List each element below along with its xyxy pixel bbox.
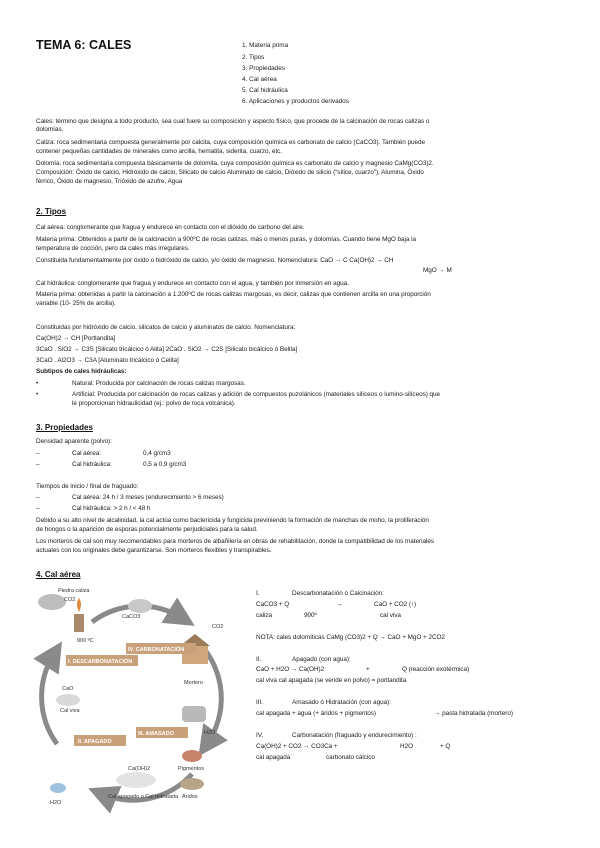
text-line: Densidad aparente (polvo): (36, 438, 112, 445)
stage-label: III. AMASADO (138, 731, 174, 737)
section-heading-propiedades: 3. Propiedades (36, 423, 93, 432)
text-line: dolomías. (36, 126, 64, 133)
bullet-icon: • (36, 391, 39, 398)
diagram-label: H2O (204, 730, 216, 736)
dash-mark: – (36, 450, 40, 457)
stage-label: II. APAGADO (78, 739, 112, 745)
text-line: Cal aérea: 24 h / 3 meses (endurecimiento > 6 meses) (72, 494, 224, 501)
text-line: II. (256, 656, 262, 663)
text-line: Descarbonatación ó Calcinación: (292, 590, 384, 597)
text-line: 900º (304, 612, 317, 619)
text-line: H2O (400, 743, 413, 750)
text-line: Natural: Producida por calcinación de rocas calizas margosas. (72, 380, 246, 387)
text-line: Constituida fundamentalmente por óxido o hidróxido de calcio, y/o óxido de magnesio. Nomenclatura: CaO → C Ca(OH)2 → CH (36, 257, 394, 264)
text-line: CaCO3 + Q (256, 601, 290, 608)
water-icon (50, 783, 66, 793)
text-line: → (336, 601, 343, 608)
toc-item: 6. Aplicaciones y productos derivados (242, 98, 349, 105)
diagram-label: Pigmentos (178, 766, 204, 772)
text-line: MgO → M (423, 267, 452, 274)
text-line: Los morteros de cal son muy recomendables para morteros de albañilería en obras de rehabilitación, donde la compatibilidad de los materiales (36, 538, 434, 545)
text-line: I. (256, 590, 260, 597)
text-line: Ca(OH)2 → CH [Portlandita] (36, 335, 116, 342)
text-line: Cal hidráulica: (72, 461, 112, 468)
flame-icon (77, 598, 81, 612)
dash-mark: – (36, 461, 40, 468)
text-line: Ca(OH)2 + CO2 → CO3Ca + (256, 743, 338, 750)
quicklime-icon (56, 694, 80, 706)
diagram-label: Cal viva (60, 708, 80, 714)
text-line: actuales con los originales debe garantizarse. Son morteros flexibles y transpirables. (36, 547, 272, 554)
text-line: férrico, Óxido de magnesio, Trióxido de azufre, Agua (36, 178, 183, 185)
stage-label: I. DESCARBONATACIÓN (68, 659, 133, 665)
diagram-label: Mortero (184, 680, 203, 686)
slaked-lime-icon (116, 772, 156, 788)
limestone-icon (38, 594, 66, 610)
text-line: III. (256, 699, 263, 706)
toc-item: 1. Materia prima (242, 42, 289, 49)
text-line: Q (reacción exotérmica) (402, 666, 470, 673)
diagram-label: Ca(OH)2 (128, 766, 151, 772)
text-line: 0,5 a 0,9 g/cm3 (143, 461, 187, 468)
toc-item: 2. Tipos (242, 54, 265, 61)
text-line: Materia prima: Obtenidos a partir de la calcinación a 900ºC de rocas calizas, más o menos puras, y dolomías. Cuando tiene MgO baja la (36, 236, 417, 243)
diagram-label: Cal apagado o Cal hidratada (108, 794, 179, 800)
text-line: Cal aérea: (72, 450, 101, 457)
text-line: Materia prima: obtenidas a partir la calcinación a 1.200ºC de rocas calizas margosas, es decir, calizas que contienen arcilla en una proporción (36, 291, 431, 298)
text-line: carbonato cálcico (326, 754, 375, 761)
text-line: → pasta hidratada (mortero) (434, 710, 513, 717)
diagram-label: Áridos (182, 794, 198, 800)
stage-label: IV. CARBONATACIÓN (128, 647, 185, 653)
aggregate-icon (180, 778, 204, 790)
pigments-icon (182, 750, 202, 762)
mixer-icon (182, 706, 206, 722)
text-line: CaO + CO2 (↑) (374, 601, 417, 608)
kiln-icon (74, 614, 84, 632)
text-line: Amasado ó Hidratación (con agua): (292, 699, 391, 706)
diagram-label: 900 ºC (77, 638, 94, 644)
text-line: Cal aérea: conglomerante que fragua y endurece en contacto con el dióxido de carbono del aire. (36, 224, 305, 231)
text-line: CaO + H2O → Ca(OH)2 (256, 666, 325, 673)
text-line: Caliza: roca sedimentaria compuesta generalmente por calcita, cuya composición química es carbonato de calcio (CaCO3). También puede (36, 139, 425, 146)
text-line: 3CaO . Al2O3 → C3A [Aluminato tricálcico ó Celita] (36, 357, 179, 364)
text-line: Artificial: Producida por calcinación de rocas calizas y adición de compuestos puzolánicos (materiales silíceos o lumino-silíceos) que (72, 391, 441, 398)
text-line: 0,4 g/cm3 (143, 450, 171, 457)
text-line: cal apagada (256, 754, 291, 761)
cycle-arrow (42, 654, 57, 744)
diagram-label: CaCO3 (122, 614, 141, 620)
diagram-label: CO2 (212, 624, 224, 630)
text-line: Cal hidráulica: > 2 h / < 48 h (72, 505, 151, 512)
toc-item: 4. Cal aérea (242, 76, 277, 83)
text-line: caliza (256, 612, 273, 619)
limestone-icon (128, 599, 152, 613)
toc-item: 3. Propiedades (242, 65, 285, 72)
text-line: cal viva (380, 612, 401, 619)
text-line: cal viva cal apagada (se vende en polvo) = portlandita (256, 677, 407, 684)
text-line: Debido a su alto nivel de alcalinidad, la cal actúa como bactericida y fungicida previniendo la formación de manchas de moho, la proliferación (36, 517, 429, 524)
text-line: 3CaO . SiO2 → C3S [Silicato tricálcico ó Alita] 2CaO . SiO2 → C2S [Silicato bicálcico ó Belita] (36, 346, 298, 353)
text-line: Carbonatación (fraguado y endurecimiento) : (292, 732, 417, 739)
toc-item: 5. Cal hidráulica (242, 87, 288, 94)
dash-mark: – (36, 494, 40, 501)
diagram-label: Piedra caliza (58, 588, 90, 594)
lime-cycle-diagram (32, 584, 232, 832)
text-line: Cal hidráulica: conglomerante que fragua y endurece en contacto con el agua, y también por inmersión en agua. (36, 280, 349, 287)
section-heading-tipos: 2. Tipos (36, 207, 67, 216)
page-title: TEMA 6: CALES (36, 38, 132, 52)
text-line: Composición: Óxido de calcio, Hidróxido de calcio, Silicato de calcio Aluminato de calcio, Dióxido de silicio (“sílice, cuarzo”), Alumina, Óxido (36, 169, 424, 176)
text-line: NOTA: cales dolomíticas CaMg (CO3)2 + Q → CaO + MgO + 2CO2 (256, 634, 445, 641)
text-line: Apagado (con agua): (292, 656, 351, 663)
text-line: Cales: término que designa a todo producto, sea cual fuere su composición y aspecto físico, que procede de la calcinación de rocas calizas o (36, 118, 430, 125)
diagram-label: CO2 (64, 597, 76, 603)
text-line: contener pequeñas cantidades de minerales como arcilla, hematita, siderita, cuarzo, etc. (36, 148, 283, 155)
text-line: Tiempos de inicio / final de fraguado: (36, 483, 139, 490)
text-line: IV. (256, 732, 264, 739)
text-line: de hongos o la aparición de esporas potencialmente perjudiciales para la salud. (36, 526, 258, 533)
text-line: variable (10- 25% de arcilla). (36, 300, 116, 307)
diagram-label: H2O (50, 800, 62, 806)
text-line: + Q (440, 743, 451, 750)
text-line: le proporcionan hidraulicidad (ej.: polvo de roca volcánica). (72, 400, 236, 407)
text-line: temperatura de cocción, pero da cales más irregulares. (36, 245, 190, 252)
bullet-icon: • (36, 380, 39, 387)
diagram-label: CaO (62, 686, 74, 692)
dash-mark: – (36, 505, 40, 512)
text-line: + (366, 666, 370, 673)
text-line: cal apagada + agua (+ áridos + pigmentos) (256, 710, 376, 717)
text-line: Subtipos de cales hidráulicas: (36, 368, 127, 375)
text-line: Constituidas por hidróxido de calcio, silicatos de calcio y aluminatos de calcio. Nomenclatura: (36, 324, 296, 331)
text-line: Dolomía: roca sedimentaria compuesta básicamente de dolomita, cuya composición química es carbonato de calcio y magnesio CaMg(CO3)2. (36, 160, 434, 167)
section-heading-cal-aerea: 4. Cal aérea (36, 570, 81, 579)
